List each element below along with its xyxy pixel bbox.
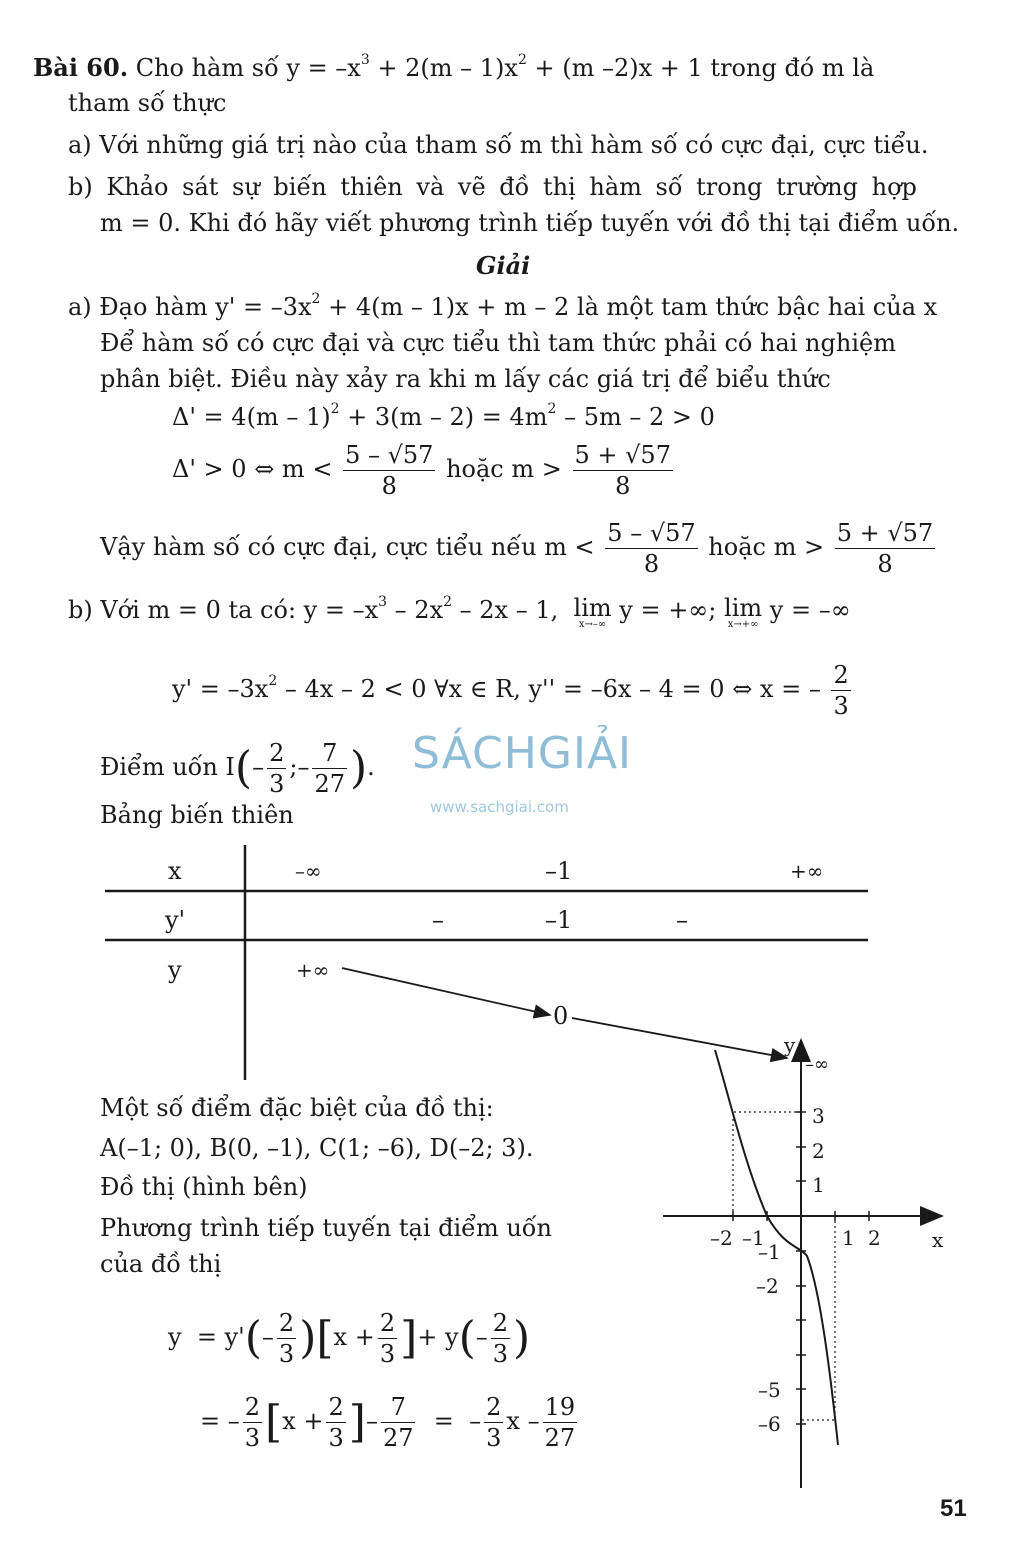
problem-text: + 2(m – 1)x: [369, 54, 518, 82]
fraction-19-27: $\frac{19}{27}$: [544, 1393, 576, 1452]
watermark-logo: SÁCHGIẢI: [412, 728, 633, 779]
table-row-y-label: y: [168, 956, 182, 984]
table-yprime-sign-2: –: [676, 906, 688, 934]
fraction-2-3: $\frac{2}{3}$: [278, 1309, 295, 1368]
solution-a-line-3: phân biệt. Điều này xảy ra khi m lấy các giá trị để biểu thức: [100, 365, 831, 393]
limit-neg-inf: lim x→–∞: [573, 594, 612, 630]
fraction-2-3: $\frac{2}{3}$: [269, 739, 285, 798]
problem-text: + (m –2)x + 1 trong đó m là: [526, 54, 875, 82]
table-x-neg-inf: –∞: [295, 859, 322, 883]
exponent: 2: [268, 673, 278, 689]
fraction-7-27: $\frac{7}{27}$: [382, 1393, 414, 1452]
tick-y-1: 1: [812, 1173, 825, 1197]
tangent-label-1: Phương trình tiếp tuyến tại điểm uốn: [100, 1214, 552, 1242]
delta-text: – 5m – 2 > 0: [556, 403, 715, 431]
exponent: 2: [517, 52, 527, 68]
table-y-mid: 0: [553, 1002, 569, 1030]
table-y-neg-inf: –∞: [805, 1054, 829, 1075]
special-points: A(–1; 0), B(0, –1), C(1; –6), D(–2; 3).: [100, 1134, 534, 1162]
table-yprime-mid: –1: [545, 906, 573, 934]
y-axis-label: y: [784, 1033, 796, 1057]
problem-title: Bài 60.: [33, 53, 129, 82]
limit-value: y = –∞: [769, 596, 851, 624]
solution-text: + 4(m – 1)x + m – 2 là một tam thức bậc hai của x: [320, 293, 938, 321]
tick-y-2: 2: [812, 1139, 825, 1163]
fraction-2-3: $\frac{2}{3}$: [379, 1309, 396, 1368]
exponent: 2: [311, 291, 321, 307]
solution-text: b) Với m = 0 ta có: y = –x: [68, 596, 379, 624]
problem-part-a: a) Với những giá trị nào của tham số m thì hàm số có cực đại, cực tiểu.: [68, 131, 929, 159]
fraction-2-3: $\frac{2}{3}$: [328, 1393, 344, 1452]
solution-text: a) Đạo hàm y' = –3x: [68, 293, 312, 321]
or-text: hoặc m >: [446, 455, 562, 483]
exponent: 2: [330, 401, 340, 417]
table-row-x-label: x: [168, 857, 182, 885]
tick-y-minus-6: –6: [758, 1412, 781, 1436]
x-axis-label: x: [932, 1228, 944, 1252]
root-minus-fraction: $\frac{5 - √57}{8}$: [607, 519, 696, 578]
table-x-mid: –1: [545, 857, 573, 885]
delta-text: + 3(m – 2) = 4m: [339, 403, 548, 431]
delta-text: Δ' = 4(m – 1): [172, 403, 331, 431]
problem-part-b-line-1: b) Khảo sát sự biến thiên và vẽ đồ thị hàm số trong trường hợp: [68, 173, 917, 201]
watermark-url: www.sachgiai.com: [430, 798, 569, 816]
fraction-7-27: $\frac{7}{27}$: [314, 739, 345, 798]
tick-x-minus-1: –1: [742, 1226, 765, 1250]
tangent-equation-2: = – $\frac{2}{3}$ [x + $\frac{2}{3}$ ]– $\frac{7}{27}$ = – $\frac{2}{3}$ x – $\frac{19}{27}$: [200, 1393, 576, 1452]
tick-y-minus-1: –1: [758, 1240, 781, 1264]
exponent: 2: [547, 401, 557, 417]
root-plus-fraction: $\frac{5 + √57}{8}$: [836, 519, 934, 578]
problem-line-2: tham số thực: [68, 89, 227, 117]
solution-heading: Giải: [476, 251, 531, 280]
limit-value: y = +∞;: [619, 596, 717, 624]
inflection-point: Điểm uốn I(– $\frac{2}{3}$ ;– $\frac{7}{27}$ ).: [100, 739, 375, 798]
tick-y-minus-5: –5: [758, 1378, 781, 1402]
fraction-2-3: $\frac{2}{3}$: [492, 1309, 509, 1368]
derivative-text: – 4x – 2 < 0 ∀x ∈ R, y'' = –6x – 4 = 0 ⇔ x = –: [277, 675, 821, 703]
exponent: 2: [443, 594, 453, 610]
fraction-2-3: $\frac{2}{3}$: [486, 1393, 502, 1452]
table-y-pos-inf: +∞: [296, 958, 330, 982]
tick-x-2: 2: [868, 1226, 881, 1250]
table-x-pos-inf: +∞: [790, 859, 824, 883]
tangent-equation-1: y = y'(– $\frac{2}{3}$ )[x + $\frac{2}{3}$ ]+ y(– $\frac{2}{3}$ ): [168, 1309, 531, 1368]
derivative-text: y' = –3x: [172, 675, 269, 703]
fraction-2-3: $\frac{2}{3}$: [833, 661, 849, 720]
page-number: 51: [940, 1495, 967, 1522]
tangent-label-2: của đồ thị: [100, 1250, 222, 1278]
problem-text: Cho hàm số y = –x: [135, 54, 361, 82]
or-text: hoặc m >: [708, 533, 825, 561]
table-label: Bảng biến thiên: [100, 801, 294, 829]
tick-x-minus-2: –2: [710, 1226, 733, 1250]
special-points-label: Một số điểm đặc biệt của đồ thị:: [100, 1094, 494, 1122]
limit-pos-inf: lim x→+∞: [724, 594, 763, 630]
root-minus-fraction: $\frac{5 - √57}{8}$: [345, 441, 434, 500]
table-yprime-sign-1: –: [432, 906, 444, 934]
conclusion-text: Vậy hàm số có cực đại, cực tiểu nếu m <: [100, 533, 595, 561]
inflection-label: Điểm uốn I: [100, 753, 235, 781]
exponent: 3: [360, 52, 370, 68]
fraction-2-3: $\frac{2}{3}$: [244, 1393, 261, 1452]
delta-condition-text: Δ' > 0 ⇔ m <: [172, 455, 333, 483]
tick-x-1: 1: [842, 1226, 855, 1250]
problem-part-b-line-2: m = 0. Khi đó hãy viết phương trình tiếp tuyến với đồ thị tại điểm uốn.: [100, 209, 960, 237]
tick-y-3: 3: [812, 1104, 825, 1128]
graph-label: Đồ thị (hình bên): [100, 1173, 308, 1201]
tick-y-minus-2: –2: [756, 1274, 779, 1298]
solution-a-line-2: Để hàm số có cực đại và cực tiểu thì tam thức phải có hai nghiệm: [100, 329, 896, 357]
solution-text: – 2x: [387, 596, 444, 624]
solution-text: – 2x – 1,: [452, 596, 559, 624]
exponent: 3: [378, 594, 388, 610]
root-plus-fraction: $\frac{5 + √57}{8}$: [574, 441, 671, 500]
table-row-yprime-label: y': [165, 906, 186, 934]
